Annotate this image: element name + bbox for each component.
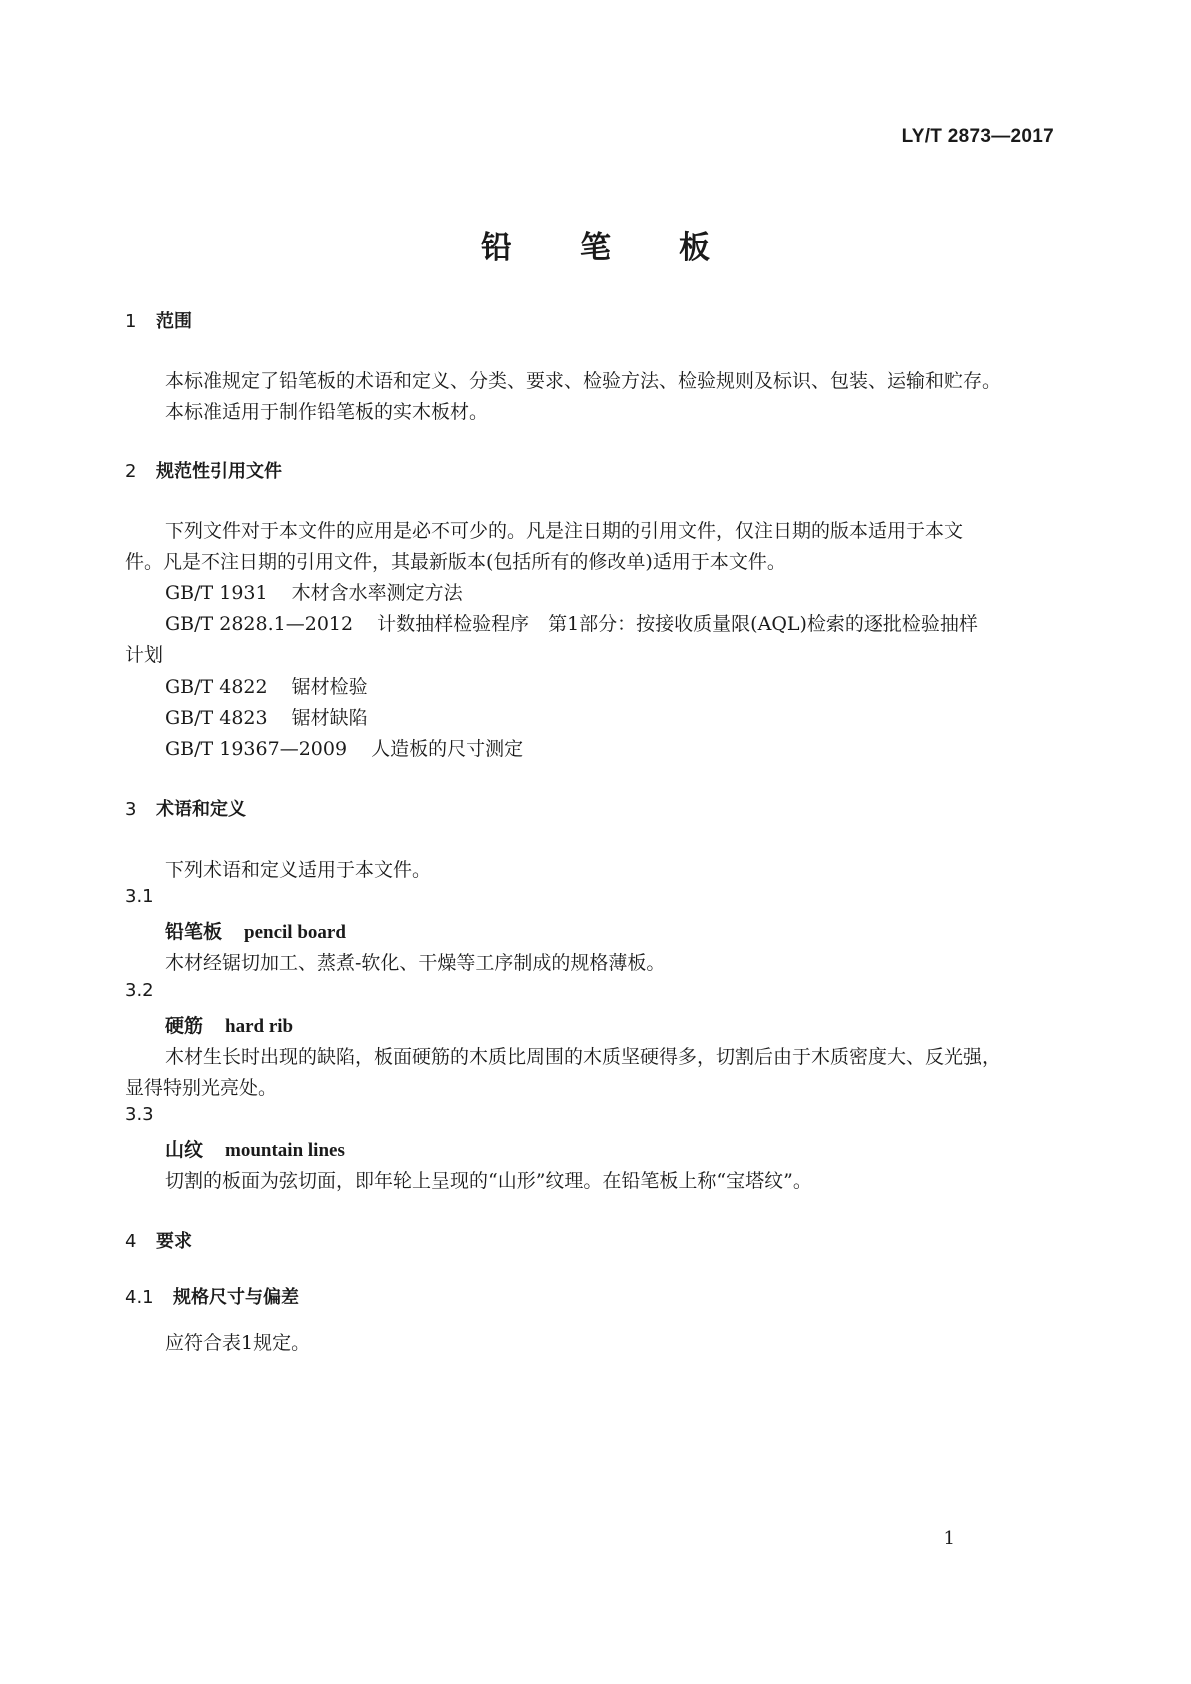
section-number: 3	[125, 799, 137, 820]
reference-title: 人造板的尺寸测定	[371, 738, 524, 760]
reference-title-continuation: 计划	[125, 644, 164, 666]
term-definition: 木材经锯切加工、蒸煮-软化、干燥等工序制成的规格薄板。	[165, 952, 666, 974]
term-definition: 木材生长时出现的缺陷，板面硬筋的木质比周围的木质坚硬得多，切割后由于木质密度大、反光强，	[165, 1046, 1002, 1068]
reference-code: GB/T 19367—2009	[165, 738, 348, 760]
reference-code: GB/T 4823	[165, 707, 268, 729]
section-title: 规范性引用文件	[156, 461, 282, 482]
term-chinese: 铅笔板	[165, 921, 223, 943]
term-english: pencil board	[244, 922, 346, 943]
section-title: 范围	[156, 311, 192, 332]
page-number: 1	[943, 1528, 955, 1549]
standard-code: LY/T 2873—2017	[901, 126, 1054, 147]
section-number: 1	[125, 311, 137, 332]
subsection-title: 规格尺寸与偏差	[173, 1287, 299, 1308]
reference-code: GB/T 4822	[165, 676, 268, 698]
section-number: 2	[125, 461, 137, 482]
term-english: mountain lines	[225, 1140, 345, 1161]
references-intro-line-1: 下列文件对于本文件的应用是必不可少的。凡是注日期的引用文件，仅注日期的版本适用于本文	[165, 520, 964, 542]
term-number: 3.1	[125, 886, 154, 907]
section-2-heading	[125, 457, 282, 483]
reference-code: GB/T 1931	[165, 582, 268, 604]
subsection-number: 4.1	[125, 1287, 154, 1308]
requirement-paragraph: 应符合表1规定。	[165, 1332, 311, 1354]
term-definition-continuation: 显得特别光亮处。	[125, 1077, 278, 1099]
section-4-heading	[125, 1227, 192, 1253]
term-chinese: 山纹	[165, 1139, 204, 1161]
term-heading	[165, 1011, 293, 1038]
section-title: 要求	[156, 1231, 192, 1252]
section-3-heading	[125, 795, 246, 821]
reference-title: 锯材检验	[291, 676, 368, 698]
term-english: hard rib	[225, 1016, 294, 1037]
reference-item	[165, 734, 523, 761]
term-number: 3.3	[125, 1104, 154, 1125]
scope-paragraph-1: 本标准规定了铅笔板的术语和定义、分类、要求、检验方法、检验规则及标识、包装、运输和贮存。	[165, 370, 1002, 392]
reference-title: 锯材缺陷	[291, 707, 368, 729]
subsection-4-1-heading	[125, 1283, 299, 1309]
references-intro-line-2: 件。凡是不注日期的引用文件，其最新版本(包括所有的修改单)适用于本文件。	[125, 551, 786, 573]
reference-item	[165, 609, 978, 636]
reference-title: 计数抽样检验程序 第1部分：按接收质量限(AQL)检索的逐批检验抽样	[377, 613, 978, 635]
section-1-heading	[125, 307, 192, 333]
section-number: 4	[125, 1231, 137, 1252]
reference-item	[165, 672, 368, 699]
term-chinese: 硬筋	[165, 1015, 204, 1037]
reference-title: 木材含水率测定方法	[291, 582, 463, 604]
term-definition: 切割的板面为弦切面，即年轮上呈现的“山形”纹理。在铅笔板上称“宝塔纹”。	[165, 1170, 812, 1192]
reference-item	[165, 703, 368, 730]
reference-item	[165, 578, 463, 605]
term-number: 3.2	[125, 980, 154, 1001]
document-title: 铅笔板	[481, 230, 778, 266]
reference-code: GB/T 2828.1—2012	[165, 613, 354, 635]
terms-intro: 下列术语和定义适用于本文件。	[165, 859, 432, 881]
term-heading	[165, 917, 346, 944]
scope-paragraph-2: 本标准适用于制作铅笔板的实木板材。	[165, 401, 489, 423]
section-title: 术语和定义	[156, 799, 246, 820]
term-heading	[165, 1135, 345, 1162]
